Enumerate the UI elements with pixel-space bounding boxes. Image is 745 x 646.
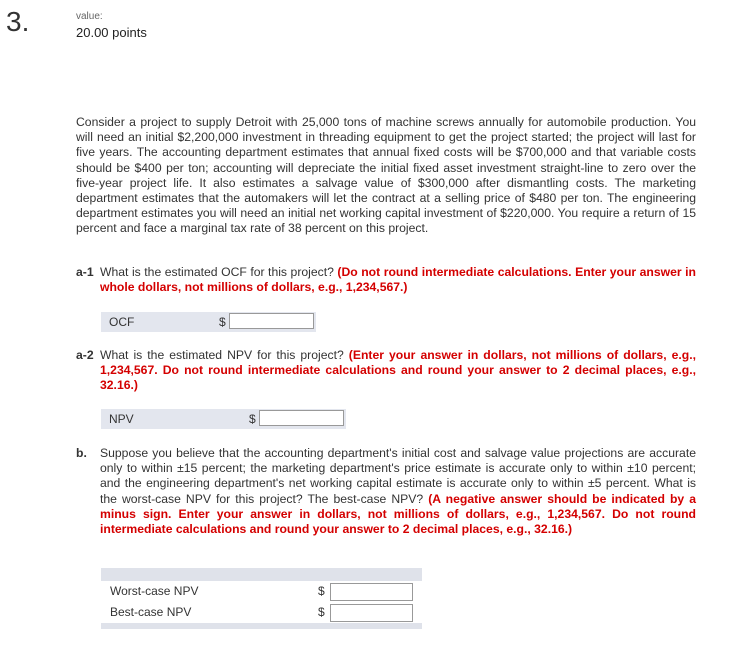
best-case-currency: $: [318, 605, 325, 619]
ocf-answer-row: [101, 312, 316, 332]
part-a2-question-text: What is the estimated NPV for this project?: [100, 348, 349, 362]
part-a1-instruction: (Do not round intermediate calculations. Enter your answer in whole dollars, not millions of dollars, e.g., 1,234,567.): [100, 265, 697, 295]
best-case-row: [101, 602, 422, 623]
part-b-label: b.: [76, 446, 87, 460]
table-header-bar: [101, 568, 422, 581]
part-a1-question: [76, 265, 696, 295]
ocf-input[interactable]: [229, 313, 314, 329]
part-a2-question: [76, 348, 696, 394]
part-b-question: [76, 446, 696, 537]
part-b-instruction: (A negative answer should be indicated by a minus sign. Enter your answer in dollars, not millions of dollars, e.g., 1,234,567. Do not round intermediate calculations and round your answer to 2 decimal places, e.g., 32.16.): [100, 491, 696, 537]
worst-case-row: [101, 581, 422, 602]
best-case-label: Best-case NPV: [110, 605, 192, 619]
part-a2-label: a-2: [76, 348, 94, 362]
problem-text: Consider a project to supply Detroit with 25,000 tons of machine screws annually for automobile production. You will need an initial $2,200,000 investment in threading equipment to get the project started; the project will last for five years. The accounting department estimates that annual fixed costs will be $700,000 and that variable costs should be $400 per ton; accounting will depreciate the initial fixed asset investment straight-line to zero over the five-year project life. It also estimates a salvage value of $300,000 after dismantling costs. The marketing department estimates that the automakers will let the contract at a selling price of $480 per ton. The engineering department estimates you will need an initial net working capital investment of $220,000. You require a return of 15 percent and face a marginal tax rate of 38 percent on this project.: [76, 115, 696, 236]
worst-case-label: Worst-case NPV: [110, 584, 199, 598]
best-case-npv-input[interactable]: [330, 604, 413, 622]
part-a1-question-text: What is the estimated OCF for this project?: [100, 265, 338, 279]
part-a2-instruction: (Enter your answer in dollars, not millions of dollars, e.g., 1,234,567. Do not round intermediate calculations and round your answer to 2 decimal places, e.g., 32.16.): [100, 348, 696, 393]
value-label: value:: [76, 11, 103, 22]
value-points: 20.00 points: [76, 25, 147, 40]
ocf-currency: $: [219, 315, 226, 329]
question-number: 3.: [6, 6, 30, 37]
worst-case-npv-input[interactable]: [330, 583, 413, 601]
part-a1-text: [100, 265, 696, 295]
npv-label: NPV: [109, 412, 134, 426]
npv-currency: $: [249, 412, 256, 426]
worst-case-currency: $: [318, 584, 325, 598]
table-footer-bar: [101, 623, 422, 629]
npv-answer-row: [101, 409, 346, 429]
part-b-text: [100, 446, 696, 537]
part-b-question-text: Suppose you believe that the accounting department's initial cost and salvage value projections are accurate only to within ±15 percent; the marketing department's price estimate is accurate only to within ±10 percent; and the engineering department's net working capital estimate is accurate only to within ±5 percent. What is the worst-case NPV for this project? The best-case NPV?: [100, 446, 696, 506]
ocf-label: OCF: [109, 315, 135, 329]
part-a2-text: [100, 348, 696, 394]
part-a1-label: a-1: [76, 265, 94, 279]
scenario-npv-table: [101, 568, 422, 629]
npv-input[interactable]: [259, 410, 344, 426]
